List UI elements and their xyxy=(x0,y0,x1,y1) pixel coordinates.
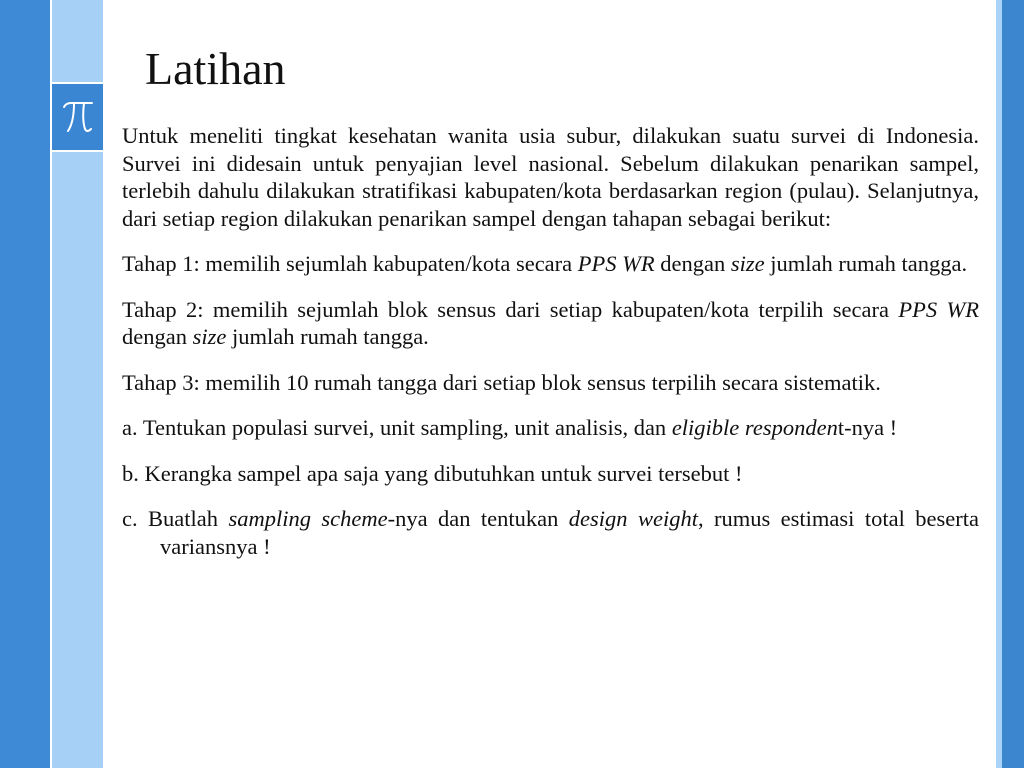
stage-1-method: PPS WR xyxy=(577,251,655,276)
question-a-text-2: t-nya ! xyxy=(837,415,898,440)
question-c-italic: sampling scheme xyxy=(228,506,388,531)
question-c-text-2: -nya dan tentukan xyxy=(387,506,569,531)
question-c-text-3: , rumus estimasi total beserta variansnya ! xyxy=(160,506,979,559)
stage-2-text-3: jumlah rumah tangga. xyxy=(226,324,429,349)
stage-2-size: size xyxy=(192,324,227,349)
question-c-text: c. Buatlah xyxy=(122,506,229,531)
stage-3-paragraph: Tahap 3: memilih 10 rumah tangga dari setiap blok sensus terpilih secara sistematik. xyxy=(122,369,881,395)
stage-1-paragraph xyxy=(122,250,979,278)
question-c-italic-2: design weight xyxy=(568,506,698,531)
question-b: b. Kerangka sampel apa saja yang dibutuhkan untuk survei tersebut ! xyxy=(122,460,743,486)
question-c xyxy=(122,505,979,560)
stage-2-method: PPS WR xyxy=(898,296,979,322)
question-a xyxy=(122,414,979,442)
question-a-text: a. Tentukan populasi survei, unit sampling, unit analisis, dan xyxy=(122,415,672,440)
slide-title: Latihan xyxy=(145,43,286,94)
pi-badge xyxy=(52,82,103,152)
slide-body xyxy=(122,122,979,560)
right-accent-bar xyxy=(1002,0,1024,768)
intro-paragraph: Untuk meneliti tingkat kesehatan wanita usia subur, dilakukan suatu survei di Indonesia. Survei ini didesain untuk penyajian level nasional. Sebelum dilakukan penarikan sampel, terlebih dahulu dilakukan stratifikasi kabupaten/kota berdasarkan region (pulau). Selanjutnya, dari setiap region dilakukan penarikan sampel dengan tahapan sebagai berikut: xyxy=(122,123,979,231)
pi-icon xyxy=(61,98,95,136)
stage-2-text: Tahap 2: memilih sejumlah blok sensus dari setiap kabupaten/kota terpilih secara xyxy=(122,296,899,322)
stage-2-text-2: dengan xyxy=(122,324,193,349)
stage-1-text-3: jumlah rumah tangga. xyxy=(764,251,968,276)
stage-1-text-2: dengan xyxy=(654,251,731,276)
stage-1-text: Tahap 1: memilih sejumlah kabupaten/kota secara xyxy=(122,251,578,276)
left-accent-bar xyxy=(0,0,50,768)
stage-1-size: size xyxy=(730,251,765,276)
stage-2-paragraph xyxy=(122,296,979,351)
question-a-italic: eligible responden xyxy=(671,415,838,440)
